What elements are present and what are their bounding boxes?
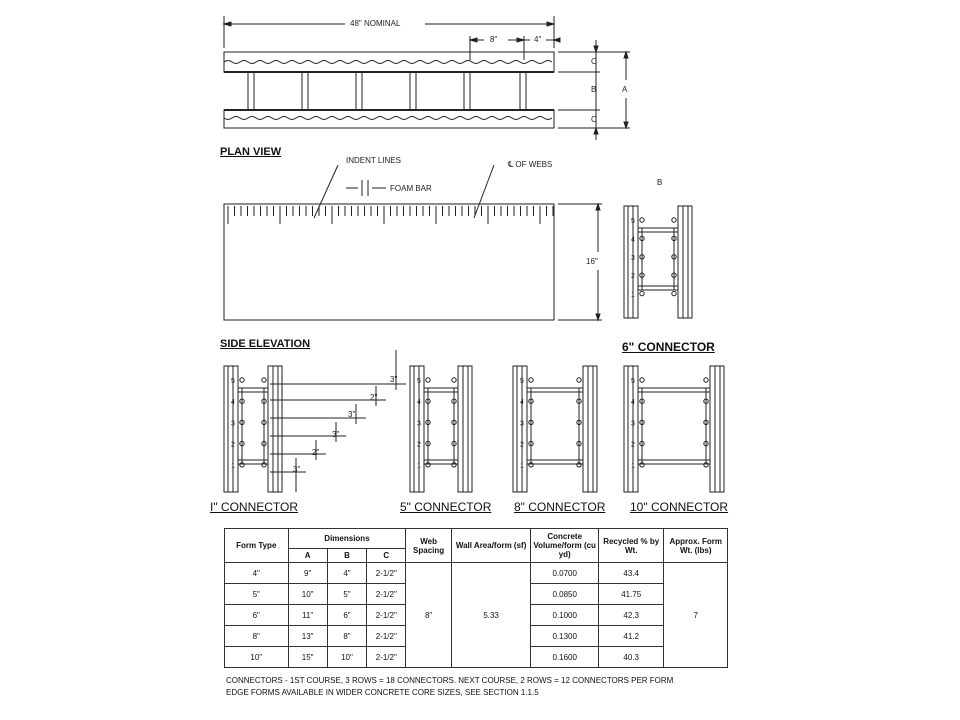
level-number: 5: [417, 378, 421, 385]
ten-connector-section: [624, 366, 724, 492]
plan-view-title: PLAN VIEW: [220, 146, 282, 158]
cell-b: 6": [327, 605, 366, 626]
six-connector-dim-b: B: [657, 178, 663, 187]
cell-c: 2-1/2": [367, 563, 406, 584]
spacing-label-1: 3": [390, 375, 398, 384]
header-concrete: Concrete Volume/form (cu yd): [531, 529, 599, 563]
side-elevation-title: SIDE ELEVATION: [220, 338, 311, 350]
level-number: 2: [231, 441, 235, 449]
cell-web-spacing: 8": [406, 563, 451, 668]
six-connector-title: 6" CONNECTOR: [622, 340, 715, 354]
cell-concrete: 0.0850: [531, 584, 599, 605]
header-form-type: Form Type: [225, 529, 289, 563]
cell-b: 4": [327, 563, 366, 584]
eight-connector-section: [513, 366, 597, 492]
header-b: B: [327, 549, 366, 563]
cell-a: 15": [288, 647, 327, 668]
level-number: 4: [631, 236, 635, 244]
cell-form: 10": [225, 647, 289, 668]
cell-c: 2-1/2": [367, 605, 406, 626]
level-number: 5: [631, 218, 635, 225]
level-number: 2: [520, 441, 524, 449]
spacing-label-5: 2": [312, 448, 320, 457]
ten-connector-title: 10" CONNECTOR: [630, 500, 729, 514]
cell-b: 5": [327, 584, 366, 605]
cell-recycled: 41.75: [598, 584, 664, 605]
level-number: 1: [631, 462, 635, 470]
level-number: 1: [231, 462, 235, 470]
cell-a: 11": [288, 605, 327, 626]
header-weight: Approx. Form Wt. (lbs): [664, 529, 728, 563]
five-connector-title: 5" CONNECTOR: [400, 500, 492, 514]
four-connector-title: I" CONNECTOR: [210, 500, 299, 514]
spacing-label-4: 3": [332, 430, 340, 439]
cell-recycled: 43.4: [598, 563, 664, 584]
cell-c: 2-1/2": [367, 584, 406, 605]
cell-b: 10": [327, 647, 366, 668]
header-dimensions: Dimensions: [288, 529, 406, 549]
level-number: 3: [417, 420, 421, 428]
six-connector-section: [624, 206, 692, 318]
spacing-label-6: 3": [293, 465, 301, 474]
header-wall-area: Wall Area/form (sf): [451, 529, 531, 563]
four-connector-spacing-dims: [270, 350, 406, 492]
cell-wall-area: 5.33: [451, 563, 531, 668]
level-number: 5: [231, 378, 235, 385]
cell-form: 6": [225, 605, 289, 626]
cell-recycled: 42.3: [598, 605, 664, 626]
callout-indent-lines: INDENT LINES: [346, 156, 401, 165]
level-number: 3: [231, 420, 235, 428]
eight-connector-title: 8" CONNECTOR: [514, 500, 606, 514]
level-number: 1: [631, 291, 635, 299]
level-number: 3: [631, 254, 635, 262]
table-row: [225, 563, 728, 584]
cell-c: 2-1/2": [367, 626, 406, 647]
level-number: 1: [520, 462, 524, 470]
spacing-label-2: 2": [370, 393, 378, 402]
form-spec-table: [224, 528, 728, 668]
level-number: 5: [631, 378, 635, 385]
spacing-label-3: 3": [348, 410, 356, 419]
cell-weight: 7: [664, 563, 728, 668]
cell-form: 4": [225, 563, 289, 584]
cell-a: 10": [288, 584, 327, 605]
dim-end: 4": [534, 35, 542, 44]
level-number: 3: [520, 420, 524, 428]
cell-a: 9": [288, 563, 327, 584]
dim-b: B: [591, 85, 597, 94]
level-number: 4: [520, 399, 524, 407]
cell-c: 2-1/2": [367, 647, 406, 668]
level-number: 1: [417, 462, 421, 470]
cell-concrete: 0.1600: [531, 647, 599, 668]
four-connector-section: [224, 366, 282, 492]
dim-48-nominal: 48" NOMINAL: [350, 19, 401, 28]
cell-form: 8": [225, 626, 289, 647]
dim-web-spacing: 8": [490, 35, 498, 44]
cell-recycled: 40.3: [598, 647, 664, 668]
cell-concrete: 0.1000: [531, 605, 599, 626]
header-web-spacing: Web Spacing: [406, 529, 451, 563]
level-number: 4: [231, 399, 235, 407]
dim-c-top: C: [591, 57, 597, 66]
dim-height-16: 16": [586, 257, 598, 266]
note-connectors: CONNECTORS - 1ST COURSE, 3 ROWS = 18 CONNECTORS. NEXT COURSE, 2 ROWS = 12 CONNECTORS PER FORM: [226, 676, 674, 685]
header-a: A: [288, 549, 327, 563]
cell-b: 8": [327, 626, 366, 647]
level-number: 4: [631, 399, 635, 407]
level-number: 4: [417, 399, 421, 407]
level-number: 5: [520, 378, 524, 385]
level-number: 3: [631, 420, 635, 428]
level-number: 2: [631, 273, 635, 281]
note-edge-forms: EDGE FORMS AVAILABLE IN WIDER CONCRETE CORE SIZES, SEE SECTION 1.1.5: [226, 688, 539, 697]
cell-concrete: 0.1300: [531, 626, 599, 647]
cell-a: 13": [288, 626, 327, 647]
callout-webs: ℄ OF WEBS: [508, 160, 553, 169]
header-c: C: [367, 549, 406, 563]
five-connector-section: [410, 366, 472, 492]
dim-c-bottom: C: [591, 115, 597, 124]
cell-form: 5": [225, 584, 289, 605]
cell-concrete: 0.0700: [531, 563, 599, 584]
level-number: 2: [631, 441, 635, 449]
cell-recycled: 41.2: [598, 626, 664, 647]
header-recycled: Recycled % by Wt.: [598, 529, 664, 563]
dim-a: A: [622, 85, 628, 94]
level-number: 2: [417, 441, 421, 449]
callout-foam-bar: FOAM BAR: [390, 184, 432, 193]
